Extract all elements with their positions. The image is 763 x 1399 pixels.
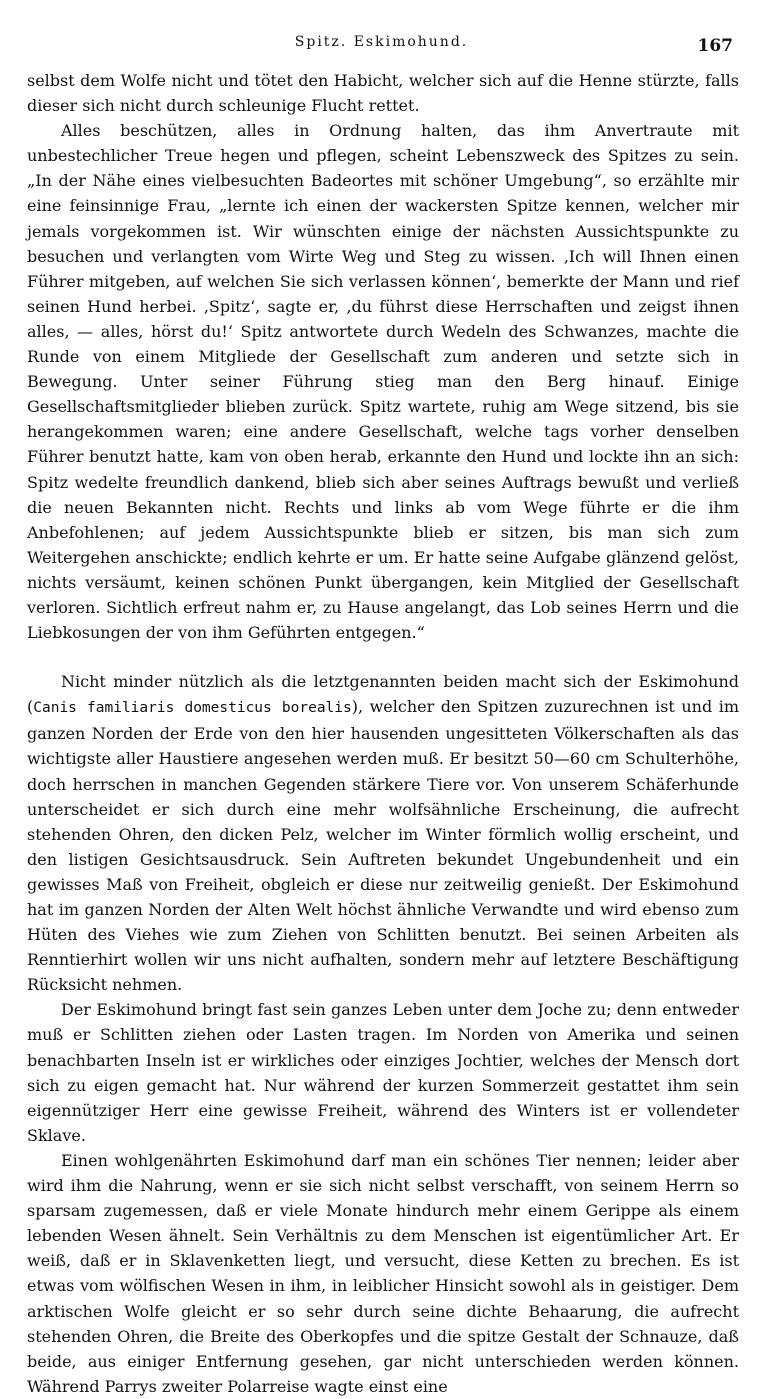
body-text	[27, 68, 739, 1399]
paragraph-eskimohund-nature: Einen wohlgenährten Eskimohund darf man ein schönes Tier nennen; leider aber wird ihm die Nahrung, wenn er sie sich nicht selbst verschafft, von seinem Herrn so sparsam zugemessen, daß er viele Monate hindurch mehr einem Gerippe als einem lebenden Wesen ähnelt. Sein Verhältnis zu dem Menschen ist eigentümlicher Art. Er weiß, daß er in Sklavenketten liegt, und versucht, diese Ketten zu brechen. Es ist etwas vom wölfischen Wesen in ihm, in leiblicher Hinsicht sowohl als in geistiger. Dem arktischen Wolfe gleicht er so sehr durch seine dichte Behaarung, die aufrecht stehenden Ohren, die Breite des Oberkopfes und die spitze Gestalt der Schnauze, daß beide, aus einiger Entfernung gesehen, gar nicht unterschieden werden können. Während Parrys zweiter Polarreise wagte einst eine	[27, 1150, 739, 1396]
paragraph-spitz-story: Alles beschützen, alles in Ordnung halten, das ihm Anvertraute mit unbestechlicher Treue hegen und pflegen, scheint Lebenszweck des Spitzes zu sein. „In der Nähe eines vielbesuchten Badeortes mit schöner Umgebung“, so erzählte mir eine feinsinnige Frau, „lernte ich einen der wackersten Spitze kennen, welcher mir jemals vorgekommen ist. Wir wünschten einige der nächsten Aussichtspunkte zu besuchen und verlangten vom Wirte Weg und Steg zu wissen. ‚Ich will Ihnen einen Führer mitgeben, auf welchen Sie sich verlassen können‘, bemerkte der Mann und rief seinen Hund herbei. ‚Spitz‘, sagte er, ‚du führst diese Herrschaften und zeigst ihnen alles, — alles, hörst du!‘ Spitz antwortete durch Wedeln des Schwanzes, machte die Runde von einem Mitgliede der Gesellschaft zum anderen und setzte sich in Bewegung. Unter seiner Führung stieg man den Berg hinauf. Einige Gesellschaftsmitglieder blieben zurück. Spitz wartete, ruhig am Wege sitzend, bis sie herangekommen waren; eine andere Gesellschaft, welche tags vorher denselben Führer benutzt hatte, kam von oben herab, erkannte den Hund und lockte ihn an sich: Spitz wedelte freundlich dankend, blieb sich aber seines Auftrags bewußt und verließ die neuen Bekannten nicht. Rechts und links ab vom Wege führte er die ihm Anbefohlenen; auf jedem Aussichtspunkte blieb er sitzen, bis man sich zum Weitergehen anschickte; endlich kehrte er um. Er hatte seine Aufgabe glänzend gelöst, nichts versäumt, keinen schönen Punkt übergangen, kein Mitglied der Gesellschaft verloren. Sichtlich erfreut nahm er, zu Hause angelangt, das Lob seines Herrn und die Liebkosungen der von ihm Geführten entgegen.“	[27, 121, 739, 643]
running-head: Spitz. Eskimohund.	[294, 34, 469, 50]
paragraph-text: ), welcher den Spitzen zuzurechnen ist und im ganzen Norden der Erde von den hier hausenden ungesitteten Völkerschaften als das wichtigste aller Haustiere angesehen werden muß. Er besitzt 50—60 cm Schulterhöhe, doch herrschen in manchen Gegenden stärkere Tiere vor. Von unserem Schäferhunde unterscheidet er sich durch eine mehr wolfsähnliche Erscheinung, die aufrecht stehenden Ohren, den dicken Pelz, welcher im Winter förmlich wollig erscheint, und den listigen Gesichtsausdruck. Sein Auftreten bekundet Ungebundenheit und ein gewisses Maß von Freiheit, obgleich er diese nur zeitweilig genießt. Der Eskimohund hat im ganzen Norden der Alten Welt höchst ähnliche Verwandte und wird ebenso zum Hüten des Viehes wie zum Ziehen von Schlitten benutzt. Bei seinen Arbeiten als Renntierhirt wollen wir uns nicht aufhalten, sondern mehr auf letztere Beschäftigung Rücksicht nehmen.	[27, 697, 739, 995]
paragraph-eskimohund-yoke: Der Eskimohund bringt fast sein ganzes Leben unter dem Joche zu; denn entweder muß er Schlitten ziehen oder Lasten tragen. Im Norden von Amerika und seinen benachbarten Inseln ist er wirkliches oder einziges Jochtier, welches der Mensch dort sich zu eigen gemacht hat. Nur während der kurzen Sommerzeit gestattet ihm sein eigennütziger Herr eine gewisse Freiheit, während des Winters ist er vollendeter Sklave.	[27, 1000, 739, 1145]
paragraph-continuation: selbst dem Wolfe nicht und tötet den Habicht, welcher sich auf die Henne stürzte, falls dieser sich nicht durch schleunige Flucht rettet.	[27, 71, 739, 116]
paragraph-eskimohund-intro	[27, 669, 739, 997]
latin-species-name: Canis familiaris domesticus borealis	[33, 700, 352, 717]
page-number: 167	[697, 36, 733, 56]
paragraph-text: Nicht minder nützlich als die letztgenannten beiden macht sich der Eskimohund (	[27, 672, 739, 717]
